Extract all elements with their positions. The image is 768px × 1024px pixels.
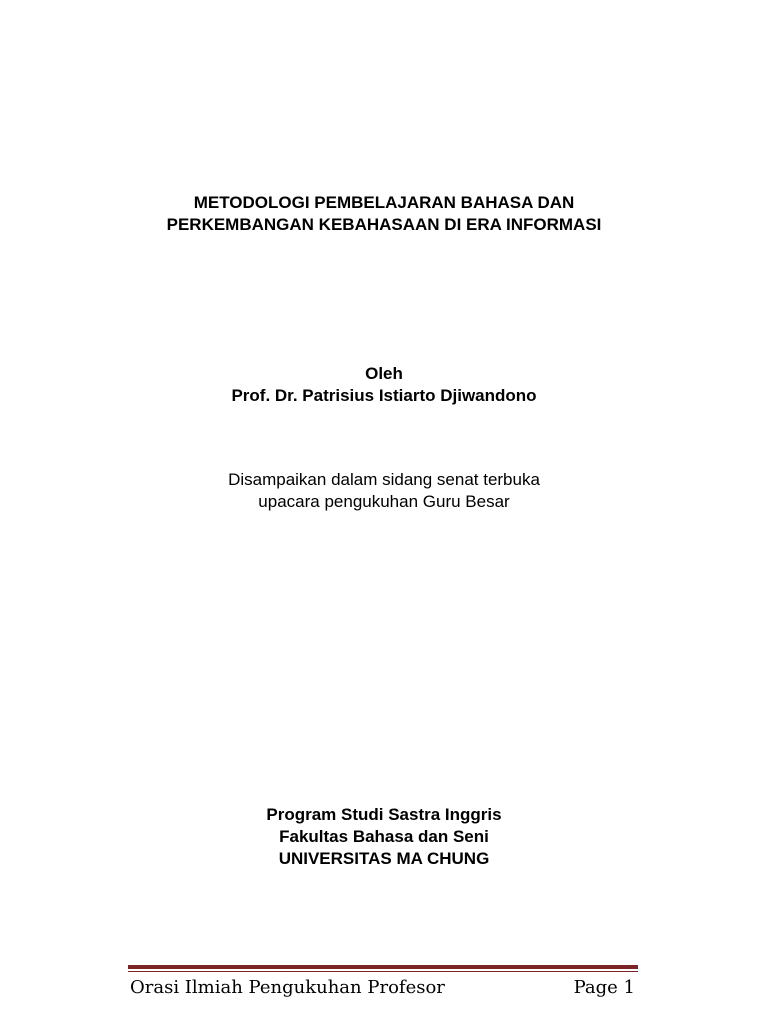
footer-running-title: Orasi Ilmiah Pengukuhan Profesor [130,977,445,998]
delivery-note-line-1: Disampaikan dalam sidang senat terbuka [228,470,540,489]
delivery-note-line-2: upacara pengukuhan Guru Besar [258,492,510,511]
institution-block [0,804,768,870]
author-name: Prof. Dr. Patrisius Istiarto Djiwandono [231,386,537,405]
author-block [0,363,768,407]
faculty-name: Fakultas Bahasa dan Seni [279,827,489,846]
footer-rule-thick [128,965,638,969]
title-line-2: PERKEMBANGAN KEBAHASAAN DI ERA INFORMASI [166,215,602,234]
university-name: UNIVERSITAS MA CHUNG [278,849,490,868]
footer-page-number: Page 1 [573,977,635,998]
delivery-note [0,469,768,513]
program-name: Program Studi Sastra Inggris [266,805,502,824]
author-by-label: Oleh [365,364,403,383]
title-line-1: METODOLOGI PEMBELAJARAN BAHASA DAN [193,193,575,212]
document-title [0,192,768,236]
footer-rule-thin [128,971,638,972]
